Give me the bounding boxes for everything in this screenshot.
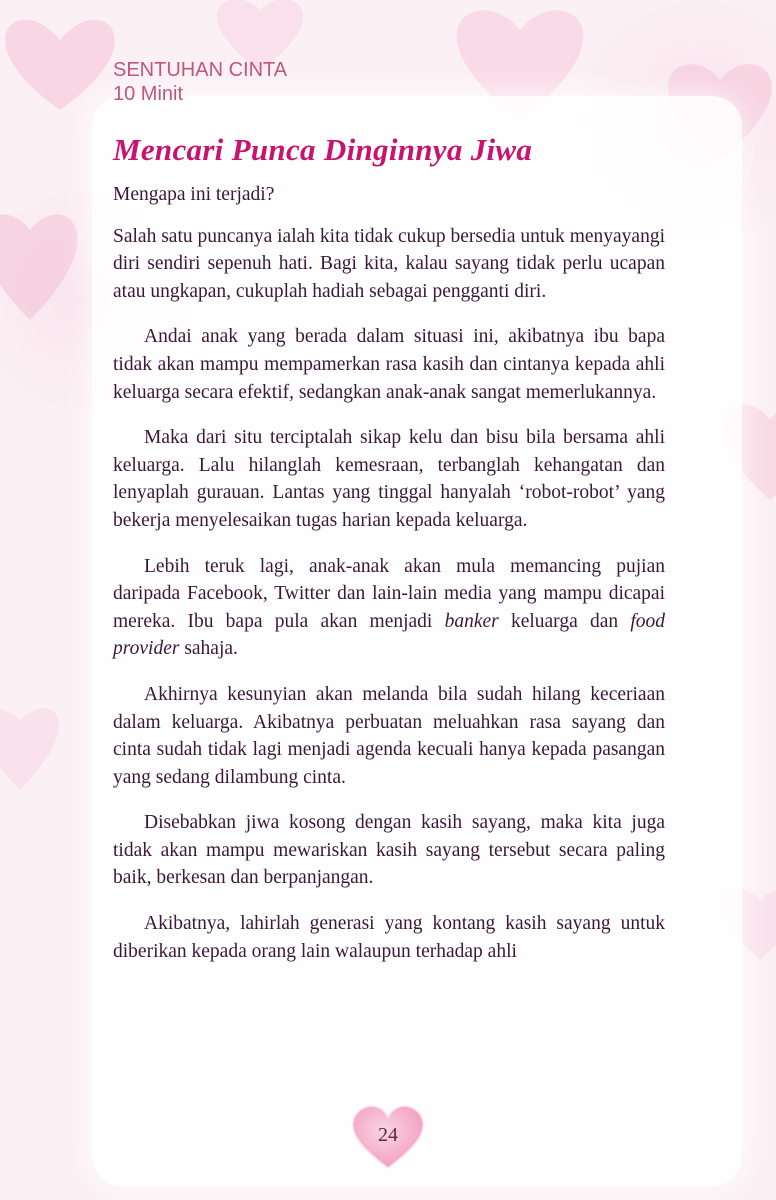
paragraph-4-text-a: Lebih teruk lagi, anak-anak akan mula memancing pujian daripada Facebook, Twitter dan lain-lain media yang mampu dicapai mereka. Ibu bapa pula akan menjadi — [113, 555, 665, 632]
book-title-line-2: 10 Minit — [113, 83, 184, 105]
page-number-badge — [351, 1104, 425, 1170]
paragraph-4-italic-food-provider: food provider — [113, 610, 665, 660]
paragraph-1: Salah satu puncanya ialah kita tidak cukup bersedia untuk menyayangi diri sendiri sepenuh hati. Bagi kita, kalau sayang tidak perlu ucapan atau ungkapan, cukuplah hadiah sebagai pengganti diri. — [113, 225, 665, 302]
paragraph-4 — [113, 553, 665, 663]
running-head — [113, 58, 287, 106]
paragraph-4-text-e: sahaja. — [179, 638, 238, 660]
paragraph-5: Akhirnya kesunyian akan melanda bila sudah hilang keceriaan dalam keluarga. Akibatnya perbuatan meluahkan rasa sayang dan cinta sudah tidak lagi menjadi agenda kecuali hanya kepada pasangan yang sedang dilambung cinta. — [113, 683, 665, 788]
paragraph-3: Maka dari situ terciptalah sikap kelu dan bisu bila bersama ahli keluarga. Lalu hilanglah kemesraan, terbanglah kehangatan dan lenyaplah gurauan. Lantas yang tinggal hanyalah ‘robot-robot’ yang bekerja menyelesaikan tugas harian kepada keluarga. — [113, 427, 665, 531]
chapter-title: Mencari Punca Dinginnya Jiwa — [113, 132, 533, 167]
paragraph-6: Disebabkan jiwa kosong dengan kasih sayang, maka kita juga tidak akan mampu mewariskan kasih sayang tersebut secara paling baik, berkesan dan berpanjangan. — [113, 812, 665, 889]
body-text — [113, 181, 665, 983]
book-title-line-1: SENTUHAN CINTA — [113, 59, 288, 81]
paragraph-4-text-c: keluarga dan — [498, 610, 631, 632]
paragraph-2: Andai anak yang berada dalam situasi ini, akibatnya ibu bapa tidak akan mampu mempamerkan rasa kasih dan cintanya kepada ahli keluarga secara efektif, sedangkan anak-anak sangat memerlukannya. — [113, 326, 665, 403]
paragraph-4-italic-banker: banker — [444, 610, 499, 632]
page-number: 24 — [378, 1124, 398, 1146]
question-paragraph: Mengapa ini terjadi? — [113, 184, 275, 205]
paragraph-7: Akibatnya, lahirlah generasi yang kontang kasih sayang untuk diberikan kepada orang lain walaupun terhadap ahli — [113, 913, 665, 962]
